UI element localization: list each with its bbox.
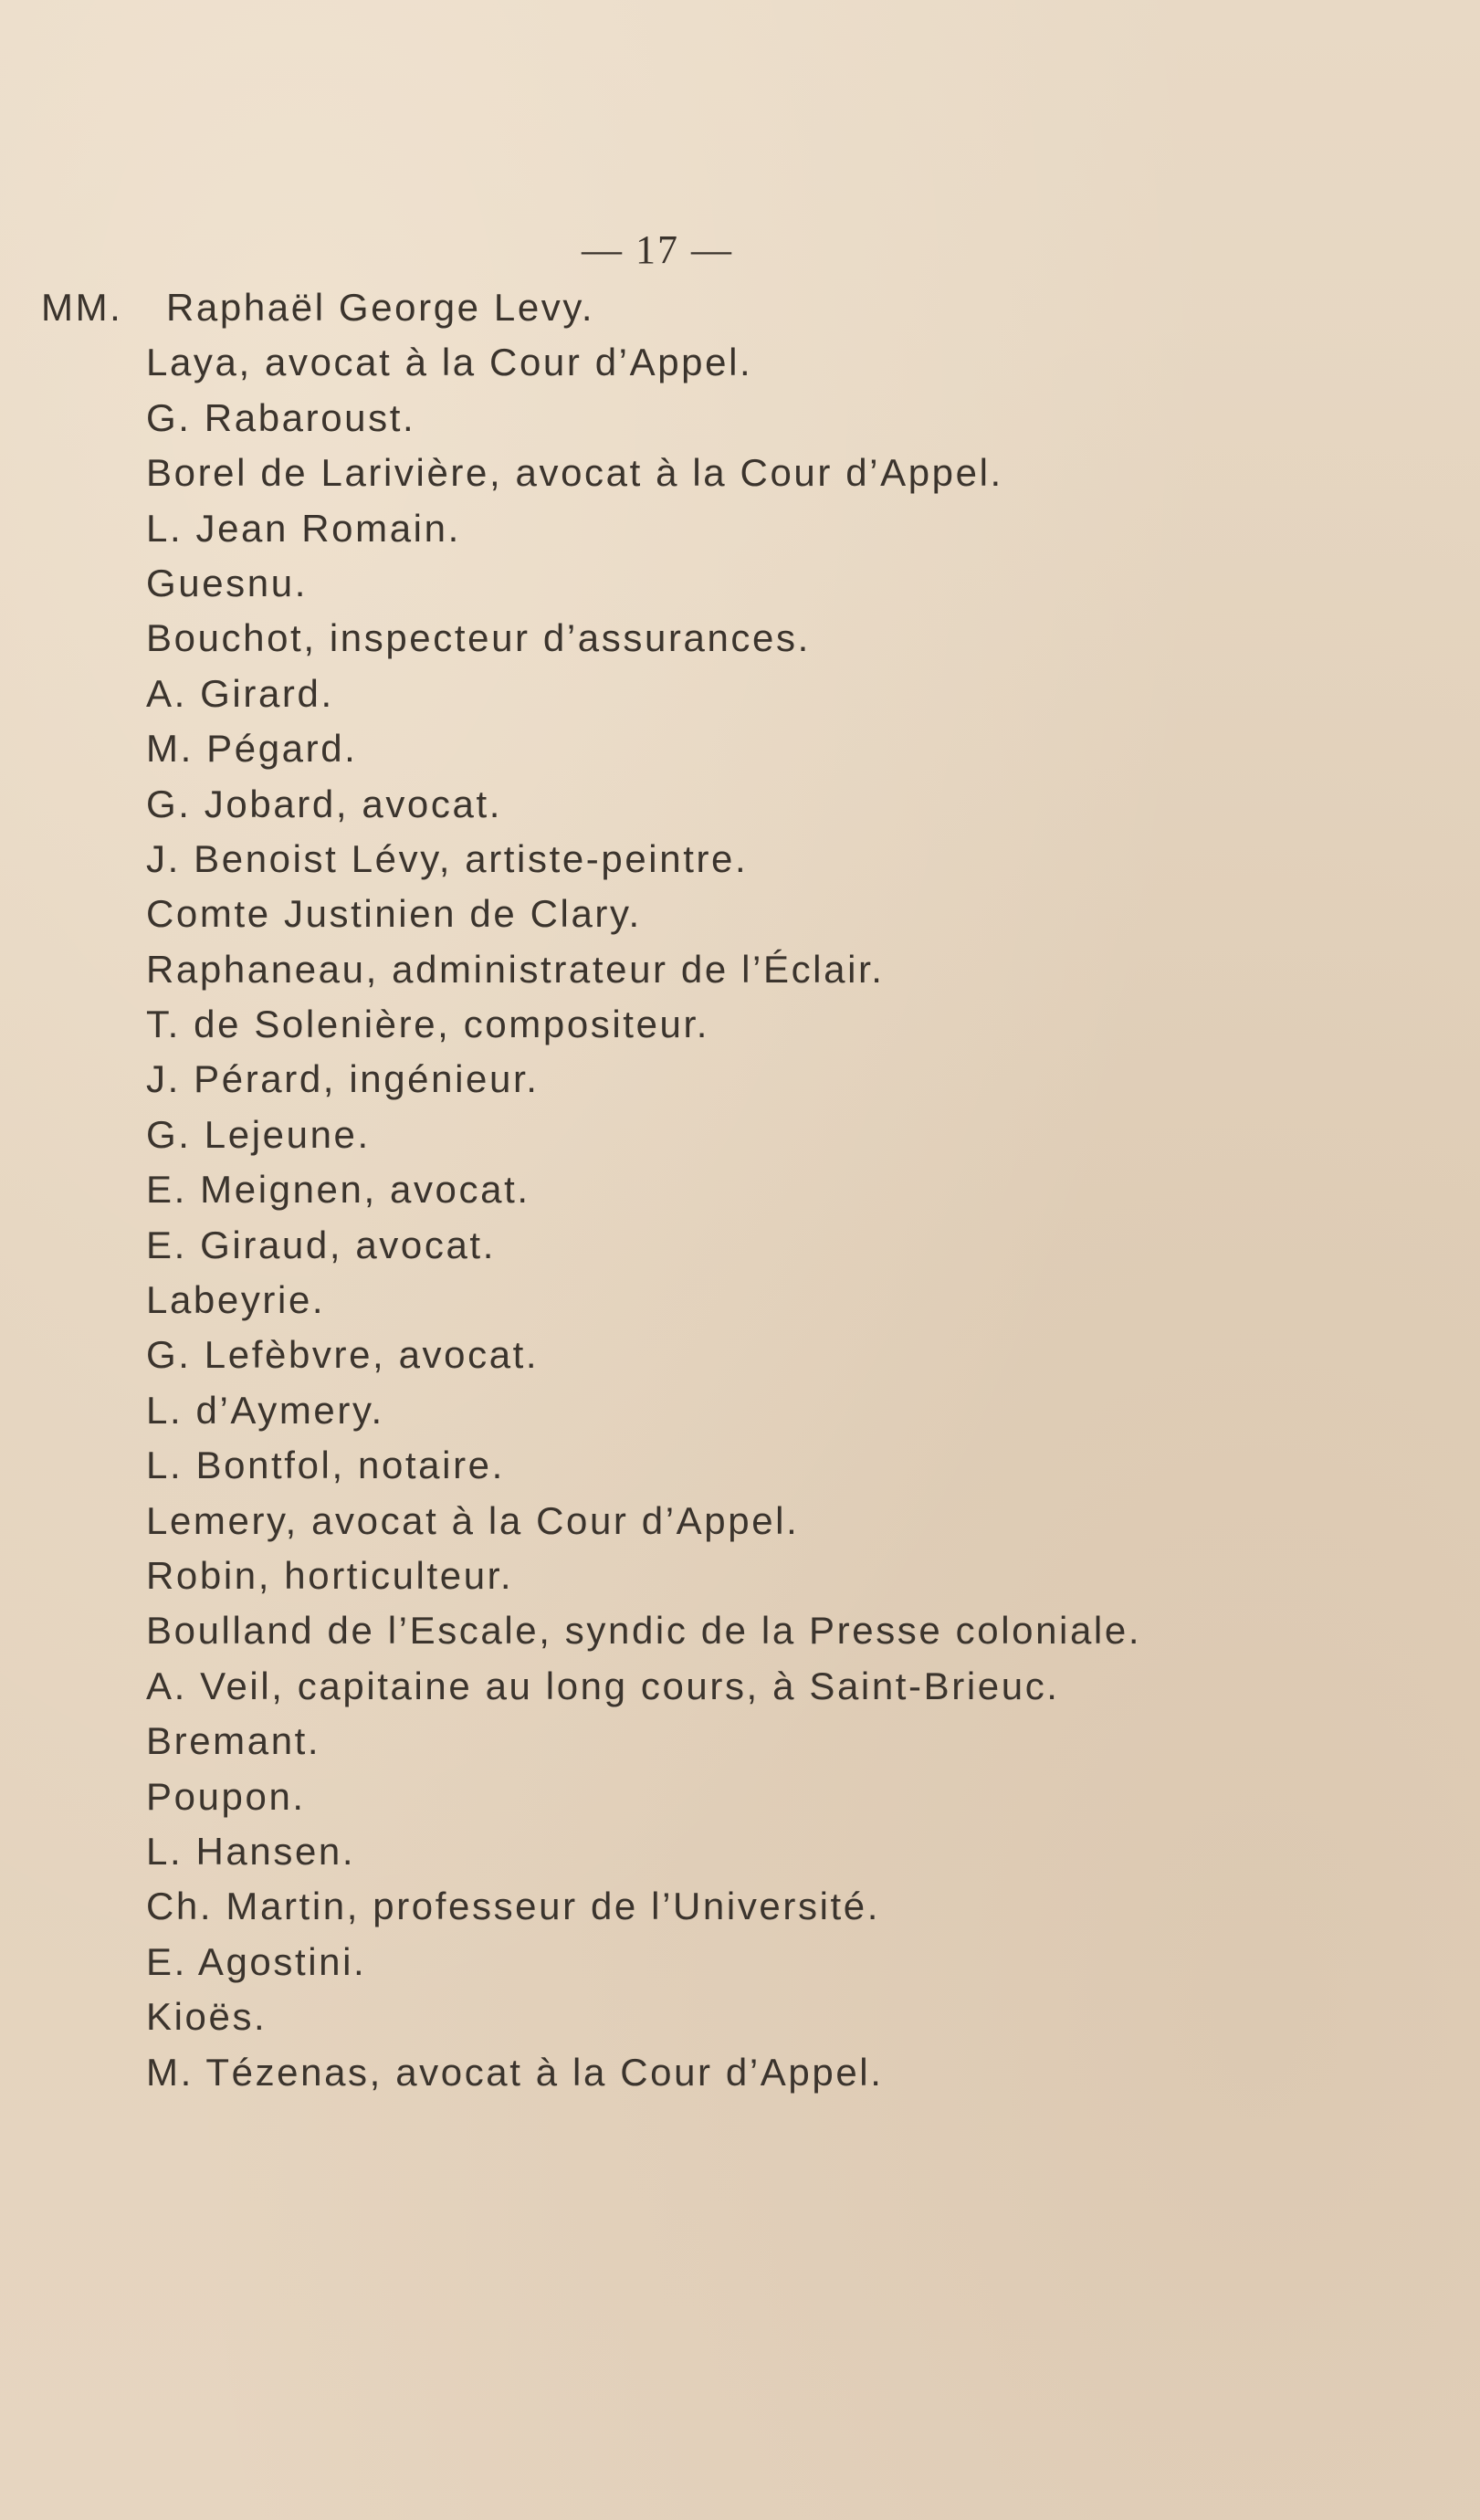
member-name: A. Veil, capitaine au long cours, à Saint-Brieuc. bbox=[146, 1664, 1060, 1707]
list-item bbox=[0, 1879, 1480, 1934]
list-item bbox=[0, 1714, 1480, 1769]
list-item bbox=[0, 1824, 1480, 1879]
member-name: M. Pégard. bbox=[146, 727, 358, 771]
list-item bbox=[0, 1659, 1480, 1714]
list-item bbox=[0, 1328, 1480, 1382]
list-item bbox=[0, 667, 1480, 721]
member-name: E. Meignen, avocat. bbox=[146, 1168, 530, 1212]
member-name: Raphaneau, administrateur de l’Éclair. bbox=[146, 947, 885, 991]
list-item bbox=[0, 611, 1480, 666]
member-name: Comte Justinien de Clary. bbox=[146, 892, 642, 936]
page-number: — 17 — bbox=[582, 227, 733, 272]
member-name: Guesnu. bbox=[146, 561, 308, 604]
member-name: G. Lejeune. bbox=[146, 1112, 371, 1156]
member-name: G. Jobard, avocat. bbox=[146, 782, 502, 825]
member-name: L. Jean Romain. bbox=[146, 506, 461, 550]
member-name: Laya, avocat à la Cour d’Appel. bbox=[146, 341, 753, 384]
member-name: Lemery, avocat à la Cour d’Appel. bbox=[146, 1498, 800, 1542]
list-item bbox=[0, 1549, 1480, 1603]
list-item bbox=[0, 1273, 1480, 1328]
list-item bbox=[0, 501, 1480, 556]
member-name: Labeyrie. bbox=[146, 1278, 326, 1322]
list-item bbox=[0, 335, 1480, 390]
member-name: Bremant. bbox=[146, 1719, 321, 1763]
member-name: Robin, horticulteur. bbox=[146, 1553, 514, 1597]
list-item bbox=[0, 446, 1480, 500]
list-item bbox=[0, 556, 1480, 611]
member-name: A. Girard. bbox=[146, 671, 334, 715]
list-item bbox=[0, 1162, 1480, 1217]
member-name: L. Hansen. bbox=[146, 1829, 356, 1873]
member-name: Poupon. bbox=[146, 1774, 306, 1818]
member-name: L. d’Aymery. bbox=[146, 1388, 384, 1432]
member-name: J. Pérard, ingénieur. bbox=[146, 1057, 540, 1101]
list-item bbox=[0, 777, 1480, 832]
member-name: Ch. Martin, professeur de l’Université. bbox=[146, 1885, 880, 1928]
member-name: T. de Solenière, compositeur. bbox=[146, 1003, 710, 1046]
list-item bbox=[0, 1494, 1480, 1549]
list-item bbox=[0, 1108, 1480, 1162]
list-item bbox=[0, 1769, 1480, 1824]
member-name: E. Agostini. bbox=[146, 1939, 367, 1983]
list-item bbox=[0, 391, 1480, 446]
member-name: E. Giraud, avocat. bbox=[146, 1223, 496, 1266]
member-name: Boulland de l’Escale, syndic de la Presse coloniale. bbox=[146, 1609, 1142, 1653]
list-item bbox=[0, 887, 1480, 941]
list-item bbox=[0, 1438, 1480, 1493]
list-item bbox=[0, 1603, 1480, 1658]
list-item bbox=[0, 1383, 1480, 1438]
member-name: L. Bontfol, notaire. bbox=[146, 1444, 505, 1487]
list-prefix: MM. bbox=[41, 286, 123, 329]
list-item bbox=[0, 1990, 1480, 2044]
list-item bbox=[0, 1935, 1480, 1990]
member-name: J. Benoist Lévy, artiste-peintre. bbox=[146, 836, 749, 880]
member-name: G. Lefèbvre, avocat. bbox=[146, 1333, 540, 1377]
list-item bbox=[0, 1052, 1480, 1107]
list-item bbox=[0, 832, 1480, 887]
list-item bbox=[0, 280, 1480, 335]
member-name: Borel de Larivière, avocat à la Cour d’Appel. bbox=[146, 451, 1003, 495]
member-name: Bouchot, inspecteur d’assurances. bbox=[146, 616, 811, 660]
member-name: Kioës. bbox=[146, 1995, 268, 2039]
member-name: Raphaël George Levy. bbox=[166, 286, 595, 329]
member-name: G. Rabaroust. bbox=[146, 395, 416, 439]
list-item bbox=[0, 721, 1480, 776]
member-list bbox=[0, 280, 1480, 2100]
list-item bbox=[0, 942, 1480, 997]
list-item bbox=[0, 1218, 1480, 1273]
list-item bbox=[0, 997, 1480, 1052]
list-item bbox=[0, 2045, 1480, 2100]
member-name: M. Tézenas, avocat à la Cour d’Appel. bbox=[146, 2050, 884, 2094]
